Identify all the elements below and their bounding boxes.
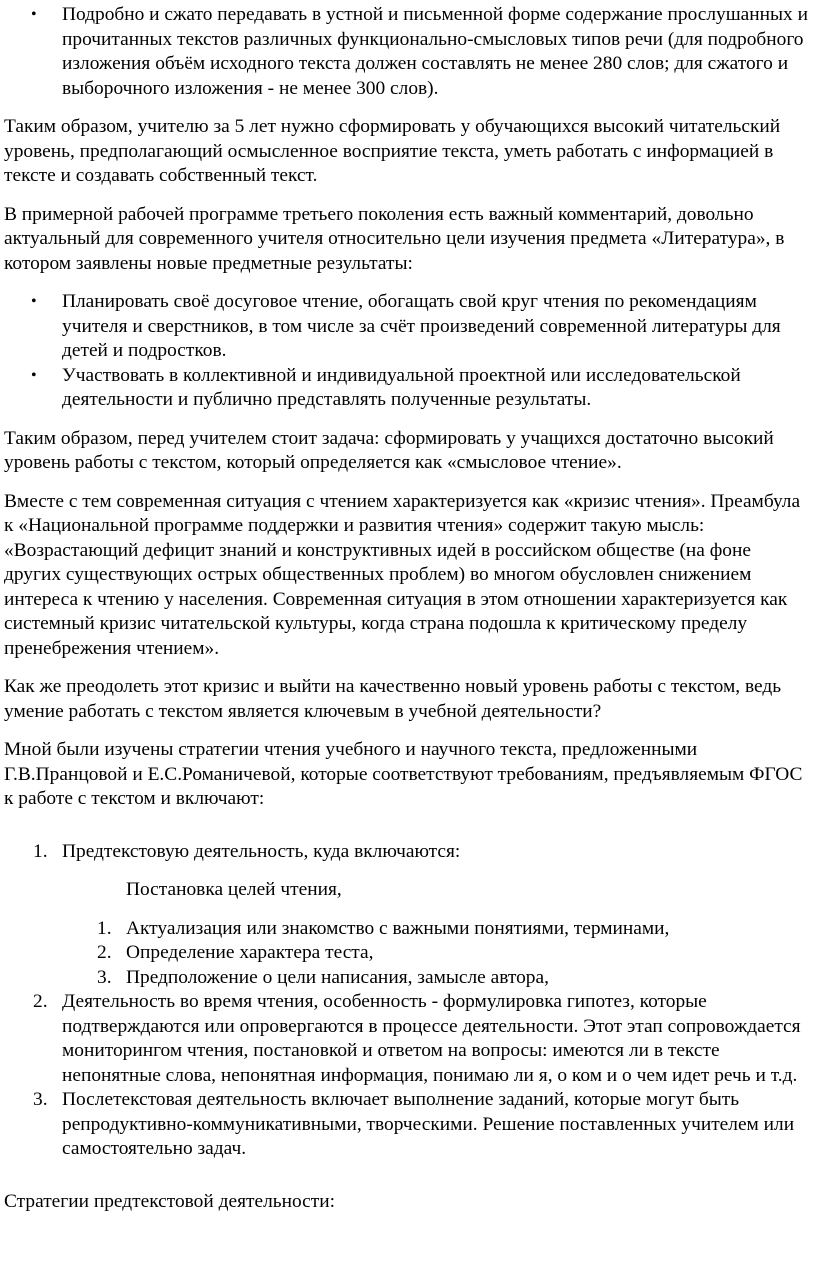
list-item: [4, 941, 810, 966]
paragraph-task: Таким образом, перед учителем стоит задача: сформировать у учащихся достаточно высокий уровень работы с текстом, который определяется как «смысловое чтение».: [4, 427, 774, 473]
list-item-text: Предположение о цели написания, замысле автора,: [126, 966, 549, 988]
list-number: 2.: [97, 942, 112, 963]
list-item: [4, 966, 810, 991]
bullet-list-results: [4, 290, 810, 413]
numbered-list-stages: [4, 840, 810, 903]
paragraph-strategies: Мной были изучены стратегии чтения учебного и научного текста, предложенными Г.В.Пранцовой и Е.С.Романичевой, которые соответствуют требованиям, предъявляемым ФГОС к работе с текстом и включают:: [4, 739, 803, 809]
numbered-list-stages-continued: [4, 990, 810, 1162]
list-item: • Планировать своё досуговое чтение, обогащать свой круг чтения по рекомендациям учителя и сверстников, в том числе за счёт произведений современной литературы для детей и подростков.: [4, 290, 810, 364]
bullet-list-top: [4, 0, 810, 101]
list-number: 1.: [97, 917, 112, 939]
paragraph-summary: Таким образом, учителю за 5 лет нужно сформировать у обучающихся высокий читательский уровень, предполагающий осмысленное восприятие текста, уметь работать с информацией в тексте и создавать собственный текст.: [4, 116, 781, 186]
list-item-text: Определение характера теста,: [126, 942, 374, 963]
list-item: [4, 1088, 810, 1162]
list-number: 1.: [33, 840, 48, 862]
list-item: [4, 990, 810, 1088]
list-item-text: Предтекстовую деятельность, куда включаются:: [62, 840, 461, 862]
list-item: • Подробно и сжато передавать в устной и письменной форме содержание прослушанных и прочитанных текстов различных функционально-смысловых типов речи (для подробного изложения объём исходного текста должен составлять не менее 280 слов; для сжатого и выборочного изложения - не менее 300 слов).: [4, 3, 810, 101]
list-number: 2.: [33, 991, 48, 1012]
sub-heading: Постановка целей чтения,: [126, 879, 342, 900]
paragraph-program-comment: В примерной рабочей программе третьего поколения есть важный комментарий, довольно актуальный для современного учителя относительно цели изучения предмета «Литература», в котором заявлены новые предметные результаты:: [4, 203, 785, 274]
list-number: 3.: [97, 966, 112, 988]
paragraph-reading-crisis: Вместе с тем современная ситуация с чтением характеризуется как «кризис чтения». Преамбула к «Национальной программе поддержки и развития чтения» содержит такую мысль: «Возрастающий дефицит знаний и конструктивных идей в российском обществе (на фоне других существующих острых общественных проблем) во многом обусловлен снижением интереса к чтению у населения. Современная ситуация в этом отношении характеризуется как системный кризис читательской культуры, когда страна подошла к критическому пределу пренебрежения чтением».: [4, 490, 801, 659]
list-number: 3.: [33, 1089, 48, 1110]
paragraph-question: Как же преодолеть этот кризис и выйти на качественно новый уровень работы с текстом, ведь умение работать с текстом является ключевым в учебной деятельности?: [4, 676, 782, 722]
list-item: [4, 917, 810, 942]
paragraph-pretext-strategies: Стратегии предтекстовой деятельности:: [4, 1190, 335, 1212]
list-item-text: Послетекстовая деятельность включает выполнение заданий, которые могут быть репродуктивно-коммуникативными, творческими. Решение поставленных учителем или самостоятельно задач.: [62, 1089, 795, 1159]
list-item: [4, 840, 810, 903]
list-item-text: Актуализация или знакомство с важными понятиями, терминами,: [126, 917, 670, 939]
numbered-sublist: [4, 917, 810, 991]
list-item: • Участвовать в коллективной и индивидуальной проектной или исследовательской деятельности и публично представлять полученные результаты.: [4, 364, 810, 413]
list-item-text: Деятельность во время чтения, особенность - формулировка гипотез, которые подтверждаются или опровергаются в процессе деятельности. Этот этап сопровождается мониторингом чтения, постановкой и ответом на вопросы: имеются ли в тексте непонятные слова, непонятная информация, понимаю ли я, о ком и о чем идет речь и т.д.: [62, 991, 801, 1086]
